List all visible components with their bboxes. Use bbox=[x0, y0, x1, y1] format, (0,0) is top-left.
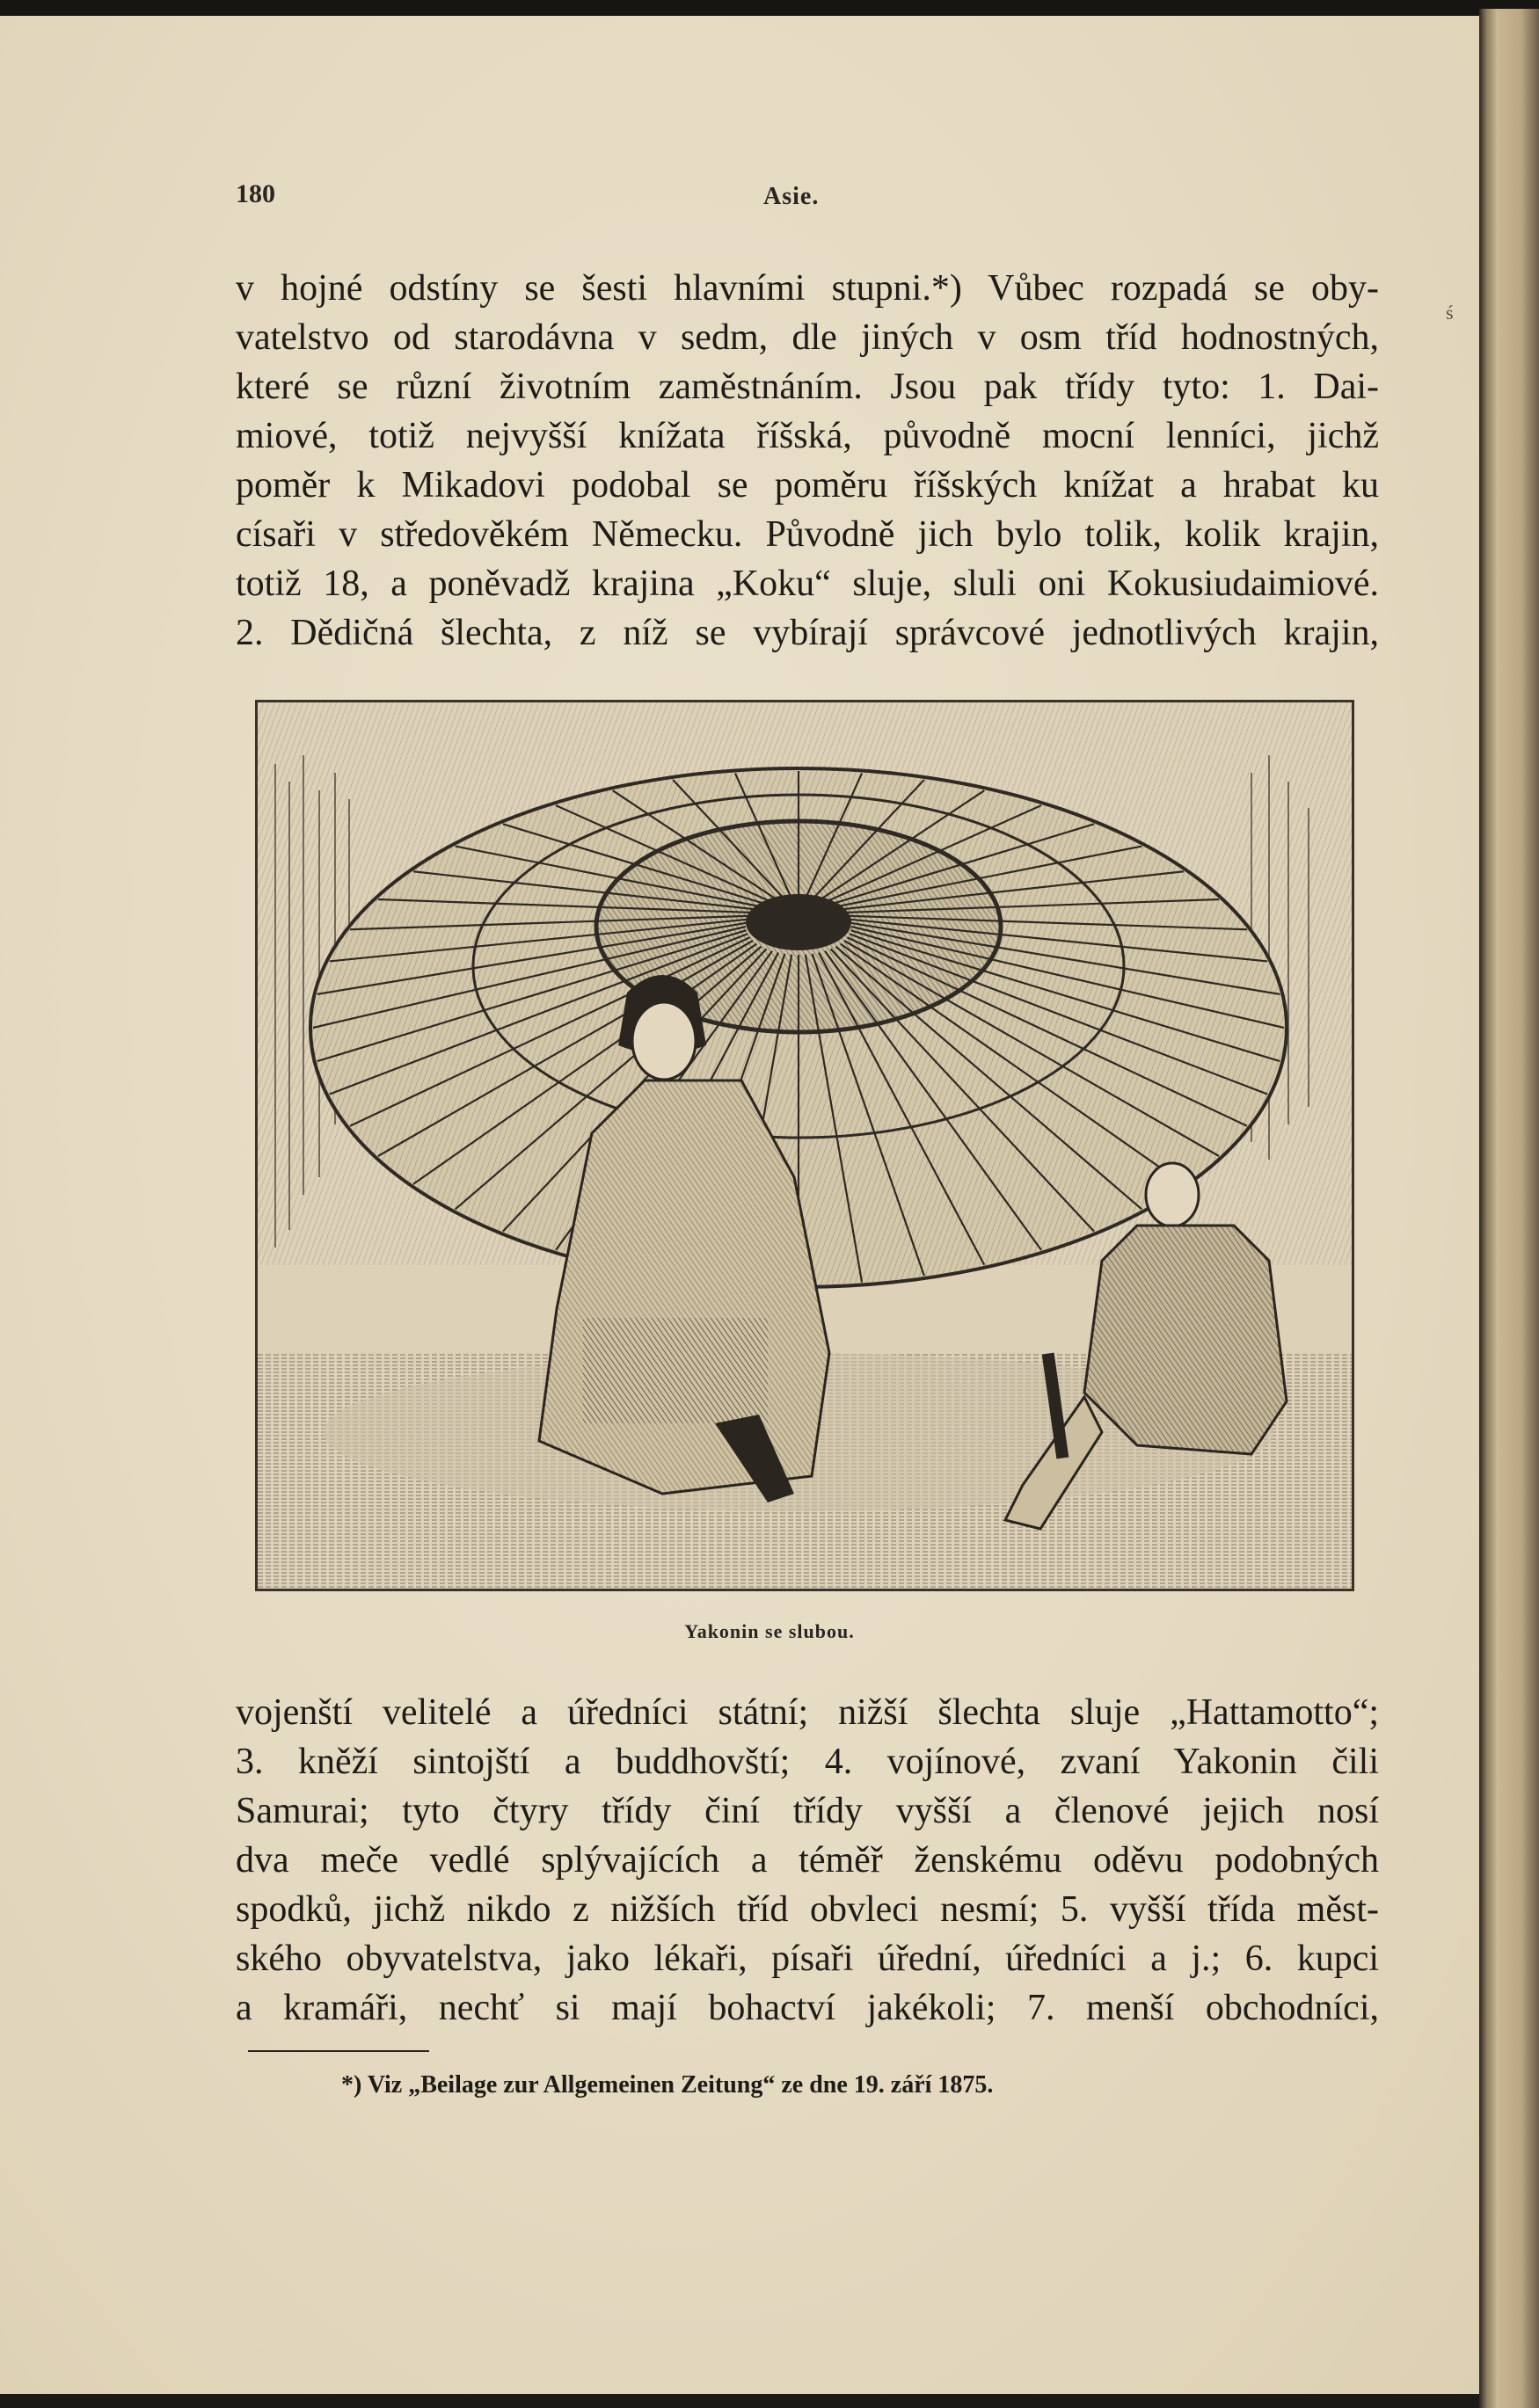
adjacent-page-edge bbox=[1479, 9, 1539, 2408]
text-line: Samurai; tyto čtyry třídy činí třídy vyšší a členové jejich nosí bbox=[236, 1791, 1379, 1831]
scan-top-edge bbox=[0, 0, 1539, 18]
footnote-rule bbox=[248, 2050, 429, 2052]
text-line: totiž 18, a poněvadž krajina „Koku“ sluje, sluli oni Kokusiudaimiové. bbox=[236, 564, 1379, 604]
text-line: vatelstvo od starodávna v sedm, dle jiných v osm tříd hodnostných, bbox=[236, 317, 1379, 358]
page-number: 180 bbox=[236, 179, 275, 208]
footnote: *) Viz „Beilage zur Allgemeinen Zeitung“ ze dne 19. září 1875. bbox=[341, 2071, 994, 2099]
text-line: spodků, jichž nikdo z nižších tříd obvleci nesmí; 5. vyšší třída měst- bbox=[236, 1889, 1379, 1930]
running-title: Asie. bbox=[763, 183, 820, 210]
engraving-drawing bbox=[258, 702, 1352, 1589]
figure-caption: Yakonin se slubou. bbox=[684, 1620, 855, 1642]
margin-mark: ś bbox=[1446, 302, 1454, 324]
engraving-illustration bbox=[255, 700, 1354, 1591]
text-line: 2. Dědičná šlechta, z níž se vybírají správcové jednotlivých krajin, bbox=[236, 613, 1379, 653]
text-line: poměr k Mikadovi podobal se poměru říšských knížat a hrabat ku bbox=[236, 465, 1379, 506]
paragraph-bottom bbox=[236, 1688, 1379, 2033]
text-line: dva meče vedlé splývajících a téměř ženskému oděvu podobných bbox=[236, 1840, 1379, 1881]
text-line: a kramáři, nechť si mají bohactví jakékoli; 7. menší obchodníci, bbox=[236, 1988, 1379, 2028]
text-line: v hojné odstíny se šesti hlavními stupni.*) Vůbec rozpadá se oby- bbox=[236, 268, 1379, 309]
text-line: císaři v středověkém Německu. Původně jich bylo tolik, kolik krajin, bbox=[236, 514, 1379, 555]
text-line: 3. kněží sintojští a buddhovští; 4. vojínové, zvaní Yakonin čili bbox=[236, 1742, 1379, 1782]
text-line: miové, totiž nejvyšší knížata říšská, původně mocní lenníci, jichž bbox=[236, 416, 1379, 456]
text-line: vojenští velitelé a úředníci státní; nižší šlechta sluje „Hattamotto“; bbox=[236, 1692, 1379, 1733]
text-line: ského obyvatelstva, jako lékaři, písaři úřední, úředníci a j.; 6. kupci bbox=[236, 1939, 1379, 1979]
text-line: které se různí životním zaměstnáním. Jsou pak třídy tyto: 1. Dai- bbox=[236, 367, 1379, 407]
paragraph-top bbox=[236, 264, 1379, 658]
